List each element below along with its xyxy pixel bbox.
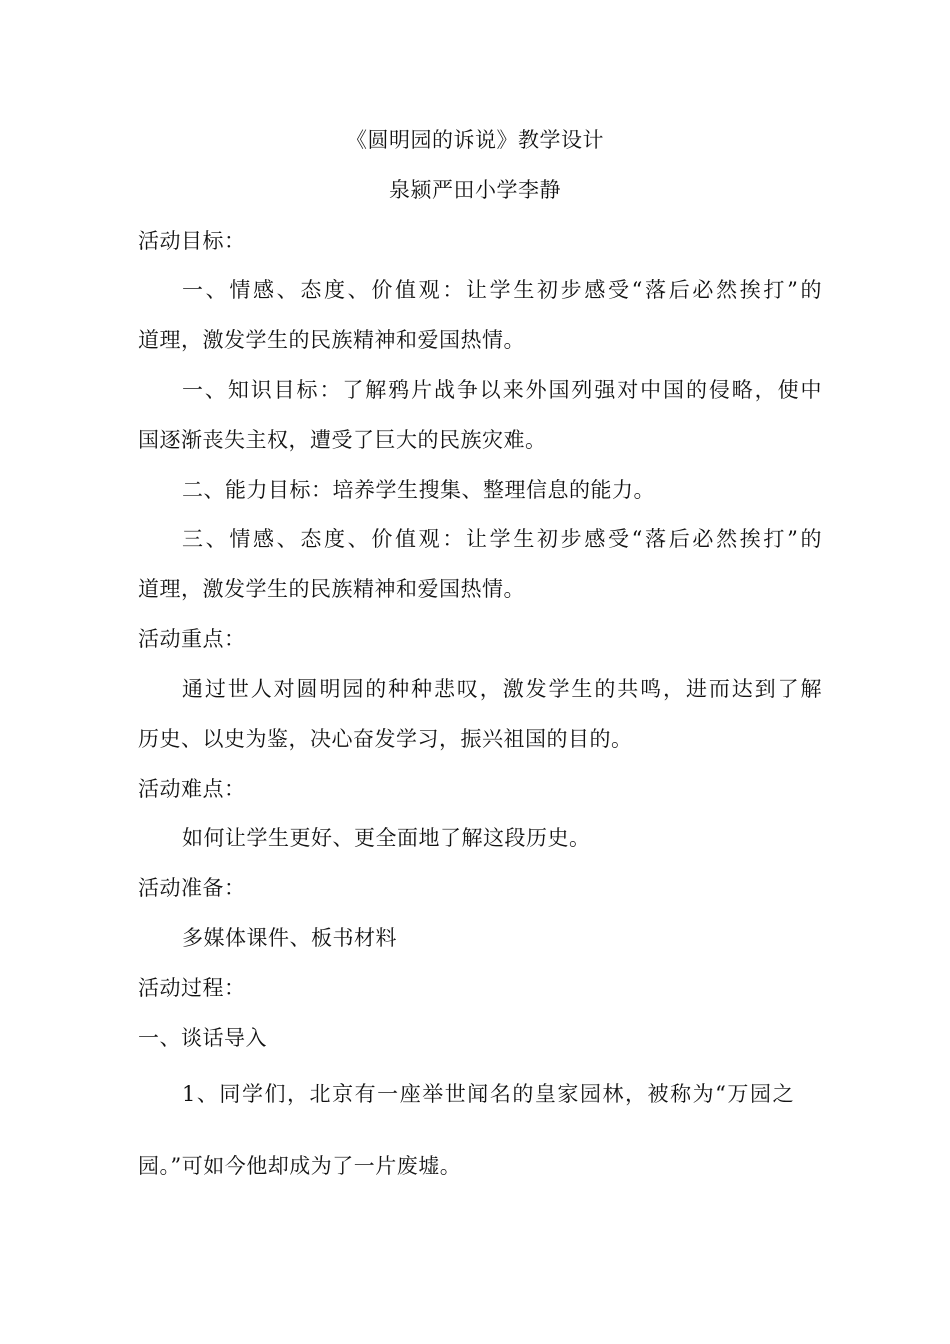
process-step-heading: 一、谈话导入: [138, 1026, 267, 1050]
section-heading-process: 活动过程：: [138, 976, 246, 1000]
document-title: 《圆明园的诉说》教学设计: [346, 128, 604, 152]
key-points-line2: 历史、以史为鉴，决心奋发学习，振兴祖国的目的。: [138, 727, 633, 751]
section-heading-difficulties: 活动难点：: [138, 777, 246, 801]
objective-emotion-1-line1: 一、情感、态度、价值观：让学生初步感受“落后必然挨打”的: [182, 278, 822, 302]
section-heading-key-points: 活动重点：: [138, 627, 246, 651]
objective-knowledge-line1: 一、知识目标：了解鸦片战争以来外国列强对中国的侵略，使中: [182, 378, 822, 402]
objective-emotion-1-line2: 道理，激发学生的民族精神和爱国热情。: [138, 328, 525, 352]
difficulties-text: 如何让学生更好、更全面地了解这段历史。: [182, 826, 591, 850]
section-heading-objectives: 活动目标：: [138, 229, 246, 253]
objective-emotion-3-line1: 三、情感、态度、价值观：让学生初步感受“落后必然挨打”的: [182, 527, 822, 551]
preparation-text: 多媒体课件、板书材料: [182, 926, 397, 950]
key-points-line1: 通过世人对圆明园的种种悲叹，激发学生的共鸣，进而达到了解: [182, 677, 822, 701]
objective-emotion-3-line2: 道理，激发学生的民族精神和爱国热情。: [138, 577, 525, 601]
objective-knowledge-line2: 国逐渐丧失主权，遭受了巨大的民族灾难。: [138, 428, 547, 452]
process-item-1-line2: 园。”可如今他却成为了一片废墟。: [138, 1154, 462, 1178]
process-item-1-line1: 1、同学们，北京有一座举世闻名的皇家园林，被称为“万园之: [182, 1082, 794, 1106]
objective-ability: 二、能力目标：培养学生搜集、整理信息的能力。: [182, 478, 655, 502]
document-author: 泉颍严田小学李静: [389, 178, 561, 202]
section-heading-preparation: 活动准备：: [138, 876, 246, 900]
